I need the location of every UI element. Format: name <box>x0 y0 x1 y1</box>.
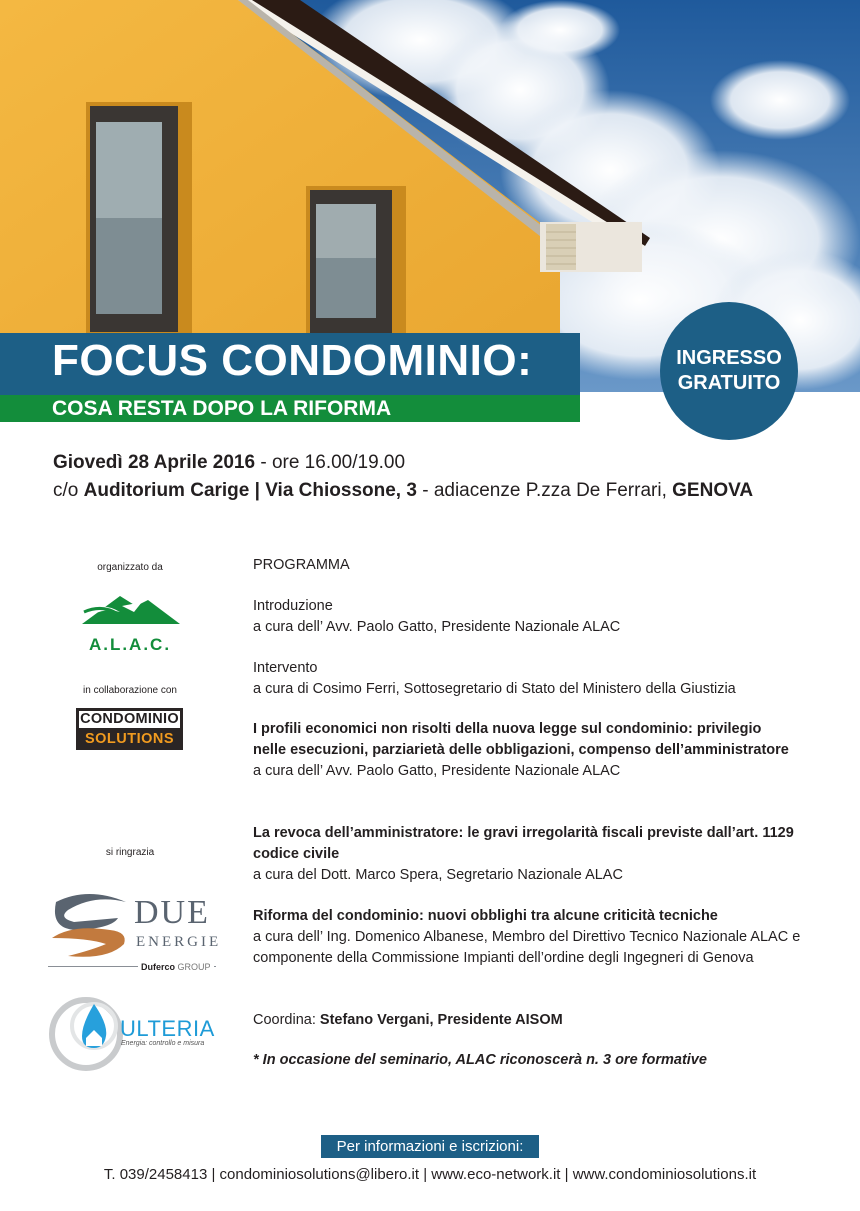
venue-detail: - adiacenze P.zza De Ferrari, <box>416 480 673 501</box>
event-date <box>53 452 405 474</box>
program-item-intro <box>253 596 823 638</box>
page-subtitle: COSA RESTA DOPO LA RIFORMA <box>52 397 392 420</box>
due-energie-logo <box>48 888 222 976</box>
program-item-detail: a cura dell’ Avv. Paolo Gatto, Presidente Nazionale ALAC <box>253 619 621 635</box>
alac-logo-text: A.L.A.C. <box>88 635 172 654</box>
free-entry-badge <box>660 302 798 440</box>
event-time: - ore 16.00/19.00 <box>255 452 406 473</box>
venue-name: Auditorium Carige | Via Chiossone, 3 <box>83 480 417 501</box>
program-item-revoca <box>253 823 813 886</box>
program-item-title: I profili economici non risolti della nuova legge sul condominio: privilegio nelle esecuzioni, parziarietà delle obbligazioni, compenso dell’amministratore <box>253 721 789 758</box>
program-heading: PROGRAMMA <box>253 557 350 573</box>
organized-label: organizzato da <box>97 562 163 573</box>
program-item-detail: a cura dell’ Ing. Domenico Albanese, Membro del Direttivo Tecnico Nazionale ALAC e componente della Commissione Impianti dell’ordine degli Ingegneri di Genova <box>253 929 801 966</box>
ulteria-logo-text: ULTERIA <box>120 1016 215 1041</box>
info-label: Per informazioni e iscrizioni: <box>321 1135 539 1158</box>
thanks-label: si ringrazia <box>105 847 155 858</box>
program-item-title: Introduzione <box>253 598 333 614</box>
badge-line1: INGRESSO <box>676 347 782 369</box>
ulteria-logo <box>48 996 220 1072</box>
window-right <box>306 186 406 334</box>
program-item-detail: a cura dell’ Avv. Paolo Gatto, Presidente Nazionale ALAC <box>253 763 621 779</box>
ulteria-drop-icon <box>48 996 126 1072</box>
due-swirl-icon <box>48 888 130 960</box>
venue-prefix: c/o <box>53 480 84 501</box>
program-item-title: Riforma del condominio: nuovi obblighi tra alcune criticità tecniche <box>253 908 718 924</box>
collab-label: in collaborazione con <box>83 685 177 696</box>
event-date-text: Giovedì 28 Aprile 2016 <box>53 452 256 473</box>
program-coordinator <box>253 1010 823 1031</box>
contact-line: T. 039/2458413 | condominiosolutions@libero.it | www.eco-network.it | www.condominiosolutions.it <box>103 1166 757 1183</box>
alac-mountain-icon <box>76 592 184 632</box>
ulteria-tagline: Energia: controllo e misura <box>121 1040 205 1047</box>
program-item-title: La revoca dell’amministratore: le gravi irregolarità fiscali previste dall’art. 1129 codice civile <box>253 825 794 862</box>
program-item-detail: a cura del Dott. Marco Spera, Segretario Nazionale ALAC <box>253 867 623 883</box>
due-logo-line1: DUE <box>134 894 210 931</box>
venue-city: GENOVA <box>672 480 754 501</box>
coord-name: Stefano Vergani, Presidente AISOM <box>319 1012 563 1028</box>
due-logo-line2: ENERGIE <box>136 934 222 950</box>
program-item-title: Intervento <box>253 660 318 676</box>
event-venue <box>53 480 753 502</box>
program-item-detail: a cura di Cosimo Ferri, Sottosegretario di Stato del Ministero della Giustizia <box>253 681 736 697</box>
coord-label: Coordina: <box>253 1012 320 1028</box>
program-item-riforma <box>253 906 813 969</box>
alac-logo <box>76 592 184 654</box>
due-logo-duferco: Duferco <box>141 962 176 972</box>
due-logo-group: GROUP <box>177 962 211 972</box>
page-title: FOCUS CONDOMINIO: <box>52 336 533 385</box>
due-logo-sub <box>138 962 214 972</box>
program-item-profili <box>253 719 798 782</box>
program-note: * In occasione del seminario, ALAC riconoscerà n. 3 ore formative <box>253 1052 707 1068</box>
window-left <box>86 102 192 334</box>
badge-line2: GRATUITO <box>677 372 781 394</box>
condominio-solutions-logo <box>76 708 183 750</box>
program-item-intervento <box>253 658 823 700</box>
cs-logo-line2: SOLUTIONS <box>84 731 175 747</box>
cs-logo-line1: CONDOMINIO <box>80 711 179 727</box>
